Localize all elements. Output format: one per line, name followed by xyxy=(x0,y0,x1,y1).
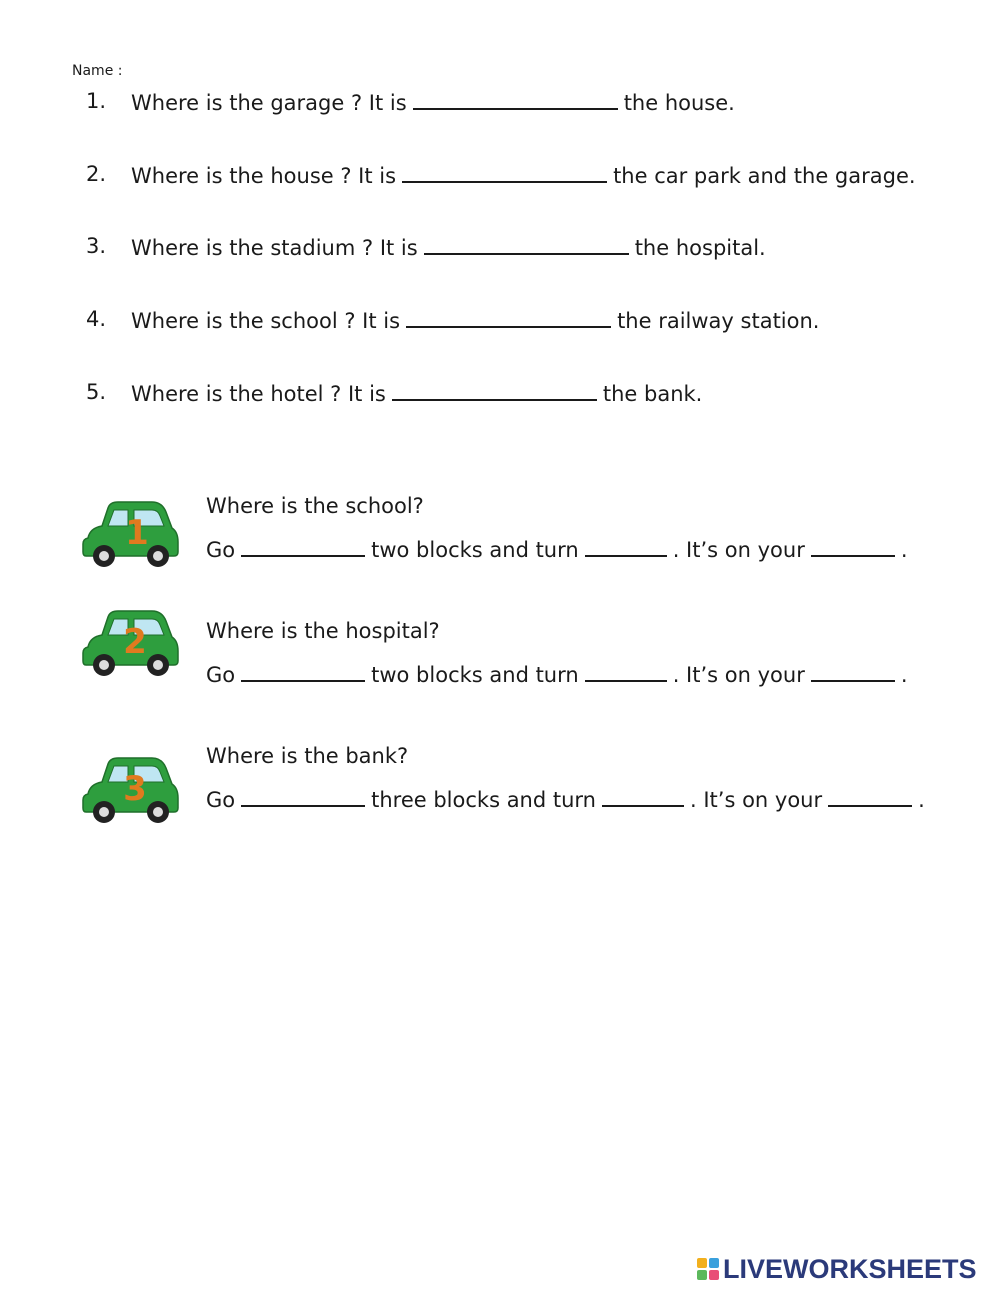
name-label: Name : xyxy=(72,63,123,79)
side-blank[interactable] xyxy=(811,661,895,682)
route-question: Where is the bank? xyxy=(206,744,409,768)
direction-blank[interactable] xyxy=(241,786,365,807)
direction-blank[interactable] xyxy=(241,661,365,682)
route-item xyxy=(0,615,1000,705)
turn-blank[interactable] xyxy=(602,786,684,807)
route-middle: three blocks and turn xyxy=(371,788,596,812)
question-before: Where is the stadium ? It is xyxy=(131,236,418,260)
route-item xyxy=(0,740,1000,830)
question-row xyxy=(0,89,1000,123)
question-before: Where is the garage ? It is xyxy=(131,91,407,115)
route-stop: . xyxy=(900,538,908,562)
question-number: 5. xyxy=(86,380,107,404)
question-text xyxy=(131,89,735,115)
question-row xyxy=(0,162,1000,196)
direction-blank[interactable] xyxy=(241,536,365,557)
question-before: Where is the house ? It is xyxy=(131,164,397,188)
route-end: . It’s on your xyxy=(690,788,823,812)
car-number: 3 xyxy=(123,769,147,809)
side-blank[interactable] xyxy=(828,786,912,807)
car-icon xyxy=(80,498,180,570)
go-label: Go xyxy=(206,538,236,562)
answer-blank[interactable] xyxy=(406,307,611,328)
route-stop: . xyxy=(900,663,908,687)
car-number: 1 xyxy=(125,513,149,553)
route-answer xyxy=(206,661,908,687)
question-text xyxy=(131,162,916,188)
question-after: the house. xyxy=(623,91,735,115)
liveworksheets-logo xyxy=(697,1252,977,1286)
question-before: Where is the hotel ? It is xyxy=(131,382,386,406)
question-before: Where is the school ? It is xyxy=(131,309,401,333)
question-text xyxy=(131,380,702,406)
route-middle: two blocks and turn xyxy=(371,538,579,562)
route-end: . It’s on your xyxy=(672,663,805,687)
side-blank[interactable] xyxy=(811,536,895,557)
question-number: 2. xyxy=(86,162,107,186)
answer-blank[interactable] xyxy=(392,380,597,401)
question-text xyxy=(131,234,766,260)
route-answer xyxy=(206,536,908,562)
go-label: Go xyxy=(206,788,236,812)
car-number: 2 xyxy=(123,622,147,662)
route-middle: two blocks and turn xyxy=(371,663,579,687)
logo-text: LIVEWORKSHEETS xyxy=(723,1253,977,1284)
turn-blank[interactable] xyxy=(585,661,667,682)
question-text xyxy=(131,307,819,333)
route-answer xyxy=(206,786,925,812)
question-row xyxy=(0,234,1000,268)
route-question: Where is the hospital? xyxy=(206,619,440,643)
answer-blank[interactable] xyxy=(402,162,607,183)
logo-blocks-icon xyxy=(697,1258,719,1280)
question-number: 3. xyxy=(86,234,107,258)
car-icon xyxy=(80,607,180,679)
go-label: Go xyxy=(206,663,236,687)
turn-blank[interactable] xyxy=(585,536,667,557)
route-stop: . xyxy=(918,788,925,812)
question-number: 4. xyxy=(86,307,107,331)
car-icon xyxy=(80,754,180,826)
route-end: . It’s on your xyxy=(672,538,805,562)
question-after: the railway station. xyxy=(617,309,820,333)
question-after: the bank. xyxy=(602,382,703,406)
answer-blank[interactable] xyxy=(424,234,629,255)
route-question: Where is the school? xyxy=(206,494,424,518)
answer-blank[interactable] xyxy=(413,89,618,110)
question-row xyxy=(0,307,1000,341)
route-item xyxy=(0,490,1000,580)
question-row xyxy=(0,380,1000,414)
question-number: 1. xyxy=(86,89,107,113)
question-after: the hospital. xyxy=(634,236,766,260)
question-after: the car park and the garage. xyxy=(613,164,916,188)
